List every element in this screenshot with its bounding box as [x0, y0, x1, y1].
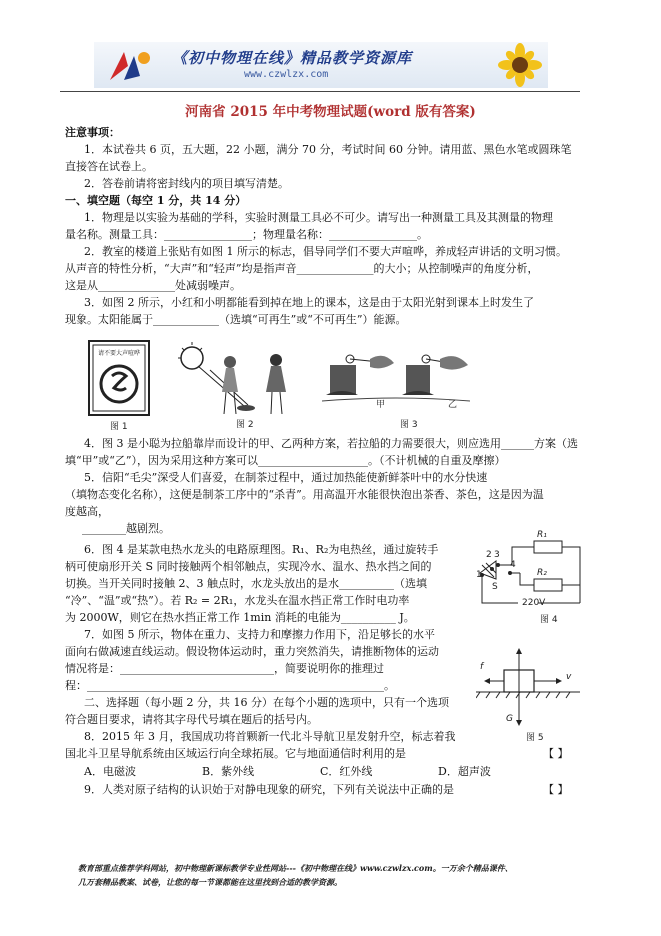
fig4-contact-1: 1 [476, 570, 482, 580]
q7-line4: 程：______________________________________________________。 [65, 679, 395, 692]
q5-line4: ________越剧烈。 [82, 522, 170, 535]
fig5-label: 图 5 [526, 733, 544, 743]
fig5-velocity-label: v [566, 672, 572, 682]
fig3-left-label: 甲 [376, 400, 386, 410]
fig4-contact-4: 4 [510, 560, 516, 570]
q8-option-d: D．超声波 [438, 765, 491, 778]
q8-answer-bracket[interactable]: 【 】 [543, 747, 569, 760]
q1-line2: 量名称。测量工具：________________；物理量名称：________________。 [65, 228, 428, 241]
q6-line1: 6．图 4 是某款电热水龙头的电路原理图。R₁、R₂为电热丝，通过旋转手 [84, 543, 439, 556]
q5-line2: （填物态变化名称），这便是制茶工序中的“杀青”。用高温开水能很快泡出茶香、茶色，这是因为温 [65, 488, 544, 501]
figure-1 [88, 340, 150, 416]
fig3-right-label: 乙 [448, 400, 458, 410]
document-title: 河南省 2015 年中考物理试题(word 版有答案) [185, 104, 476, 120]
section1-heading: 一、填空题（每空 1 分，共 14 分） [65, 194, 247, 207]
q7-line2: 面向右做减速直线运动。假设物体运动时，重力突然消失，请推断物体的运动 [65, 645, 439, 658]
fig5-gravity-label: G [506, 714, 513, 724]
q9-line1: 9．人类对原子结构的认识始于对静电现象的研究，下列有关说法中正确的是 [84, 783, 454, 796]
notes-item1-line2: 直接答在试卷上。 [65, 160, 153, 173]
q2-line2: 从声音的特性分析，“大声”和“轻声”均是指声音______________的大小；从控制噪声的角度分析， [65, 262, 539, 275]
fig4-label: 图 4 [540, 615, 558, 625]
sunflower-icon [490, 42, 548, 88]
notes-item2: 2．答卷前请将密封线内的项目填写清楚。 [84, 177, 289, 190]
header-banner [94, 42, 548, 88]
figure-5-forces [476, 648, 580, 738]
q9-answer-bracket[interactable]: 【 】 [543, 783, 569, 796]
q6-line5: 为 2000W，则它在热水挡正常工作 1min 消耗的电能为__________ J。 [65, 611, 415, 624]
fig3-label: 图 3 [400, 420, 418, 430]
figure-3-boat-pulley [322, 345, 470, 405]
fig4-contact-2: 2 [486, 550, 492, 560]
fig1-label: 图 1 [110, 422, 128, 432]
q2-line1: 2．教室的楼道上张贴有如图 1 所示的标志，倡导同学们不要大声喧哗，养成轻声讲话的文明习惯。 [84, 245, 567, 258]
footer-line2: 几万套精品教案、试卷，让您的每一节课都能在这里找到合适的教学资源。 [78, 877, 342, 887]
q1-line1: 1．物理是以实验为基础的学科，实验时测量工具必不可少。请写出一种测量工具及其测量的物理 [84, 211, 553, 224]
fig4-contact-3: 3 [494, 550, 500, 560]
q7-line3: 情况将是：____________________________，简要说明你的推理过 [65, 662, 384, 675]
q8-option-a: A．电磁波 [84, 765, 136, 778]
fig4-voltage: 220V [522, 598, 546, 608]
q8-option-c: C．红外线 [320, 765, 373, 778]
notes-heading: 注意事项： [65, 126, 120, 139]
footer-line1: 教育部重点推荐学科网站，初中物理新课标教学专业性网站---《初中物理在线》www.czwlzx.com。一万余个精品课件、 [78, 863, 513, 873]
fig4-switch-s: S [492, 582, 498, 592]
q3-line1: 3．如图 2 所示，小红和小明都能看到掉在地上的课本，这是由于太阳光射到课本上时发生了 [84, 296, 534, 309]
fig1-sign-text: 请不要大声喧哗 [98, 350, 141, 357]
section2-heading-line2: 符合题目要求，请将其字母代号填在题后的括号内。 [65, 713, 318, 726]
banner-url[interactable]: www.czwlzx.com [244, 69, 329, 80]
q8-option-b: B．紫外线 [202, 765, 255, 778]
q4-line1: 4．图 3 是小聪为拉船靠岸而设计的甲、乙两种方案，若拉船的力需要很大，则应选用______方案（选 [84, 437, 578, 450]
figure-2-sunlight-reflection [178, 340, 298, 420]
site-logo [100, 46, 156, 84]
header-rule [60, 91, 580, 92]
q7-line1: 7．如图 5 所示，物体在重力、支持力和摩擦力作用下，沿足够长的水平 [84, 628, 435, 641]
fig5-friction-label: f [480, 662, 484, 672]
q4-line2: 填“甲”或“乙”），因为采用这种方案可以____________________。（不计机械的自重及摩擦） [65, 454, 506, 467]
fig4-r1: R₁ [537, 530, 547, 540]
q2-line3: 这是从______________处减弱噪声。 [65, 279, 241, 292]
q6-line2: 柄可使扇形开关 S 同时接触两个相邻触点，实现冷水、温水、热水挡之间的 [65, 560, 432, 573]
fig4-r2: R₂ [537, 568, 547, 578]
section2-heading-line1: 二、选择题（每小题 2 分，共 16 分）在每个小题的选项中，只有一个选项 [84, 696, 449, 709]
q8-line1: 8．2015 年 3 月，我国成功将首颗新一代北斗导航卫星发射升空，标志着我 [84, 730, 456, 743]
q6-line3: 切换。当开关同时接触 2、3 触点时，水龙头放出的是水__________（选填 [65, 577, 427, 590]
notes-item1-line1: 1．本试卷共 6 页，五大题，22 小题，满分 70 分，考试时间 60 分钟。请用蓝、黑色水笔或圆珠笔 [84, 143, 572, 156]
banner-title: 《初中物理在线》精品教学资源库 [172, 49, 413, 67]
fig2-label: 图 2 [236, 420, 254, 430]
q8-line2: 国北斗卫星导航系统由区域运行向全球拓展。它与地面通信时利用的是 [65, 747, 406, 760]
q3-line2: 现象。太阳能属于____________（选填“可再生”或“不可再生”）能源。 [65, 313, 407, 326]
q5-line3: 度越高， [65, 505, 109, 518]
q6-line4: “冷”、“温”或“热”）。若 R₂ = 2R₁，水龙头在温水挡正常工作时电功率 [65, 594, 410, 607]
q5-line1: 5．信阳“毛尖”深受人们喜爱，在制茶过程中，通过加热能使新鲜茶叶中的水分快速 [84, 471, 488, 484]
